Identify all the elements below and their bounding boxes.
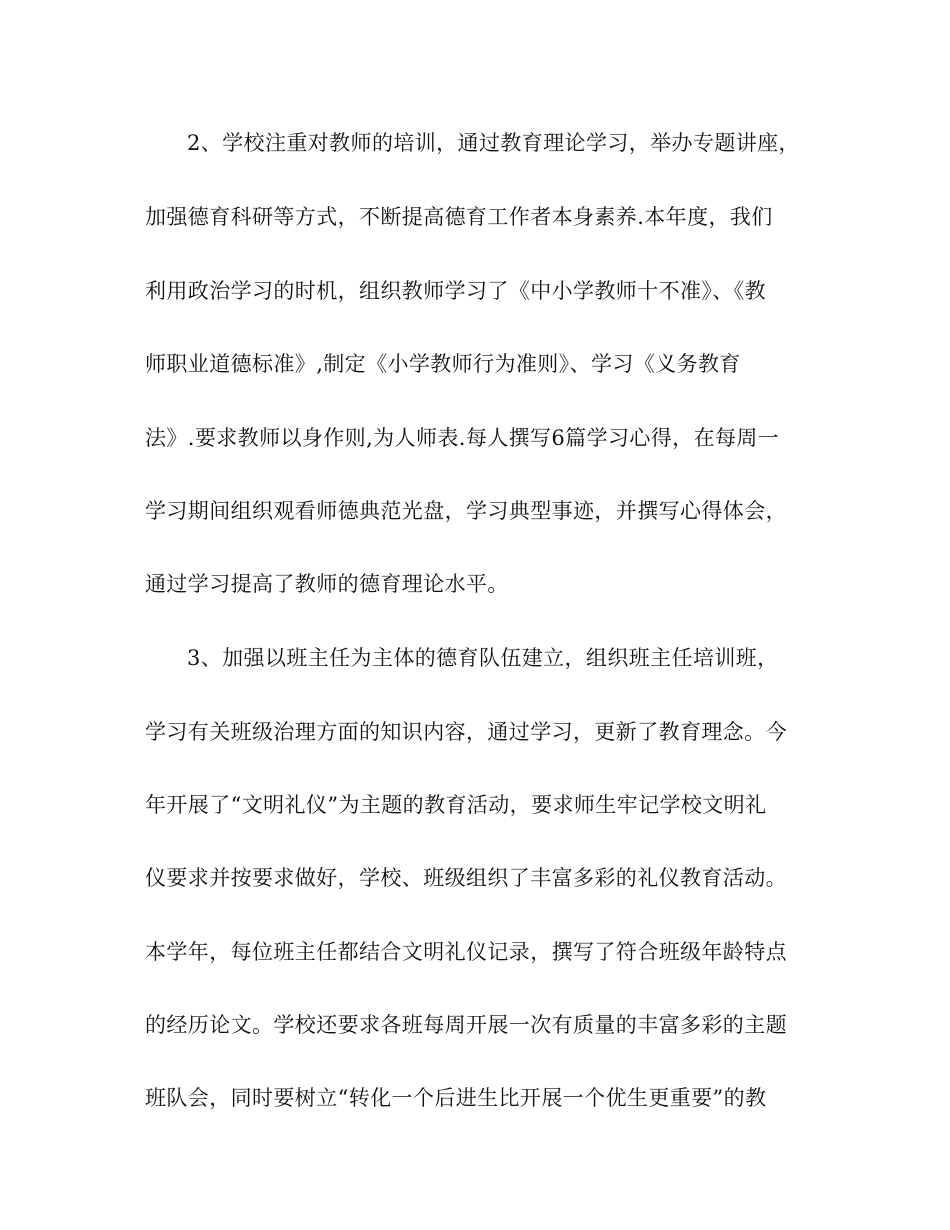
paragraph-2-line-1: 2、学校注重对教师的培训，通过教育理论学习，举办专题讲座， [187, 131, 800, 155]
paragraph-3-line-4: 仪要求并按要求做好，学校、班级组织了丰富多彩的礼仪教育活动。 [145, 866, 787, 890]
paragraph-2-line-3: 利用政治学习的时机，组织教师学习了《中小学教师十不准》、《教 [145, 279, 766, 303]
paragraph-2-line-6: 学习期间组织观看师德典范光盘，学习典型事迹，并撰写心得体会， [145, 499, 787, 523]
paragraph-3-line-3: 年开展了“文明礼仪”为主题的教育活动，要求师生牢记学校文明礼 [145, 793, 767, 817]
paragraph-3-line-5: 本学年，每位班主任都结合文明礼仪记录，撰写了符合班级年龄特点 [145, 940, 787, 964]
paragraph-2-line-4: 师职业道德标准》,制定《小学教师行为准则》、学习《义务教育 [145, 352, 741, 376]
paragraph-3-line-7: 班队会，同时要树立“转化一个后进生比开展一个优生更重要”的教 [145, 1086, 767, 1110]
paragraph-2-line-2: 加强德育科研等方式，不断提高德育工作者本身素养.本年度，我们 [145, 205, 773, 229]
paragraph-3-line-6: 的经历论文。学校还要求各班每周开展一次有质量的丰富多彩的主题 [145, 1013, 787, 1037]
paragraph-2-line-5: 法》.要求教师以身作则,为人师表.每人撰写6篇学习心得，在每周一 [145, 426, 780, 450]
paragraph-3-line-1: 3、加强以班主任为主体的德育队伍建立，组织班主任培训班， [187, 646, 779, 670]
paragraph-2-line-7: 通过学习提高了教师的德育理论水平。 [145, 572, 509, 596]
paragraph-3-line-2: 学习有关班级治理方面的知识内容，通过学习，更新了教育理念。今 [145, 720, 787, 744]
